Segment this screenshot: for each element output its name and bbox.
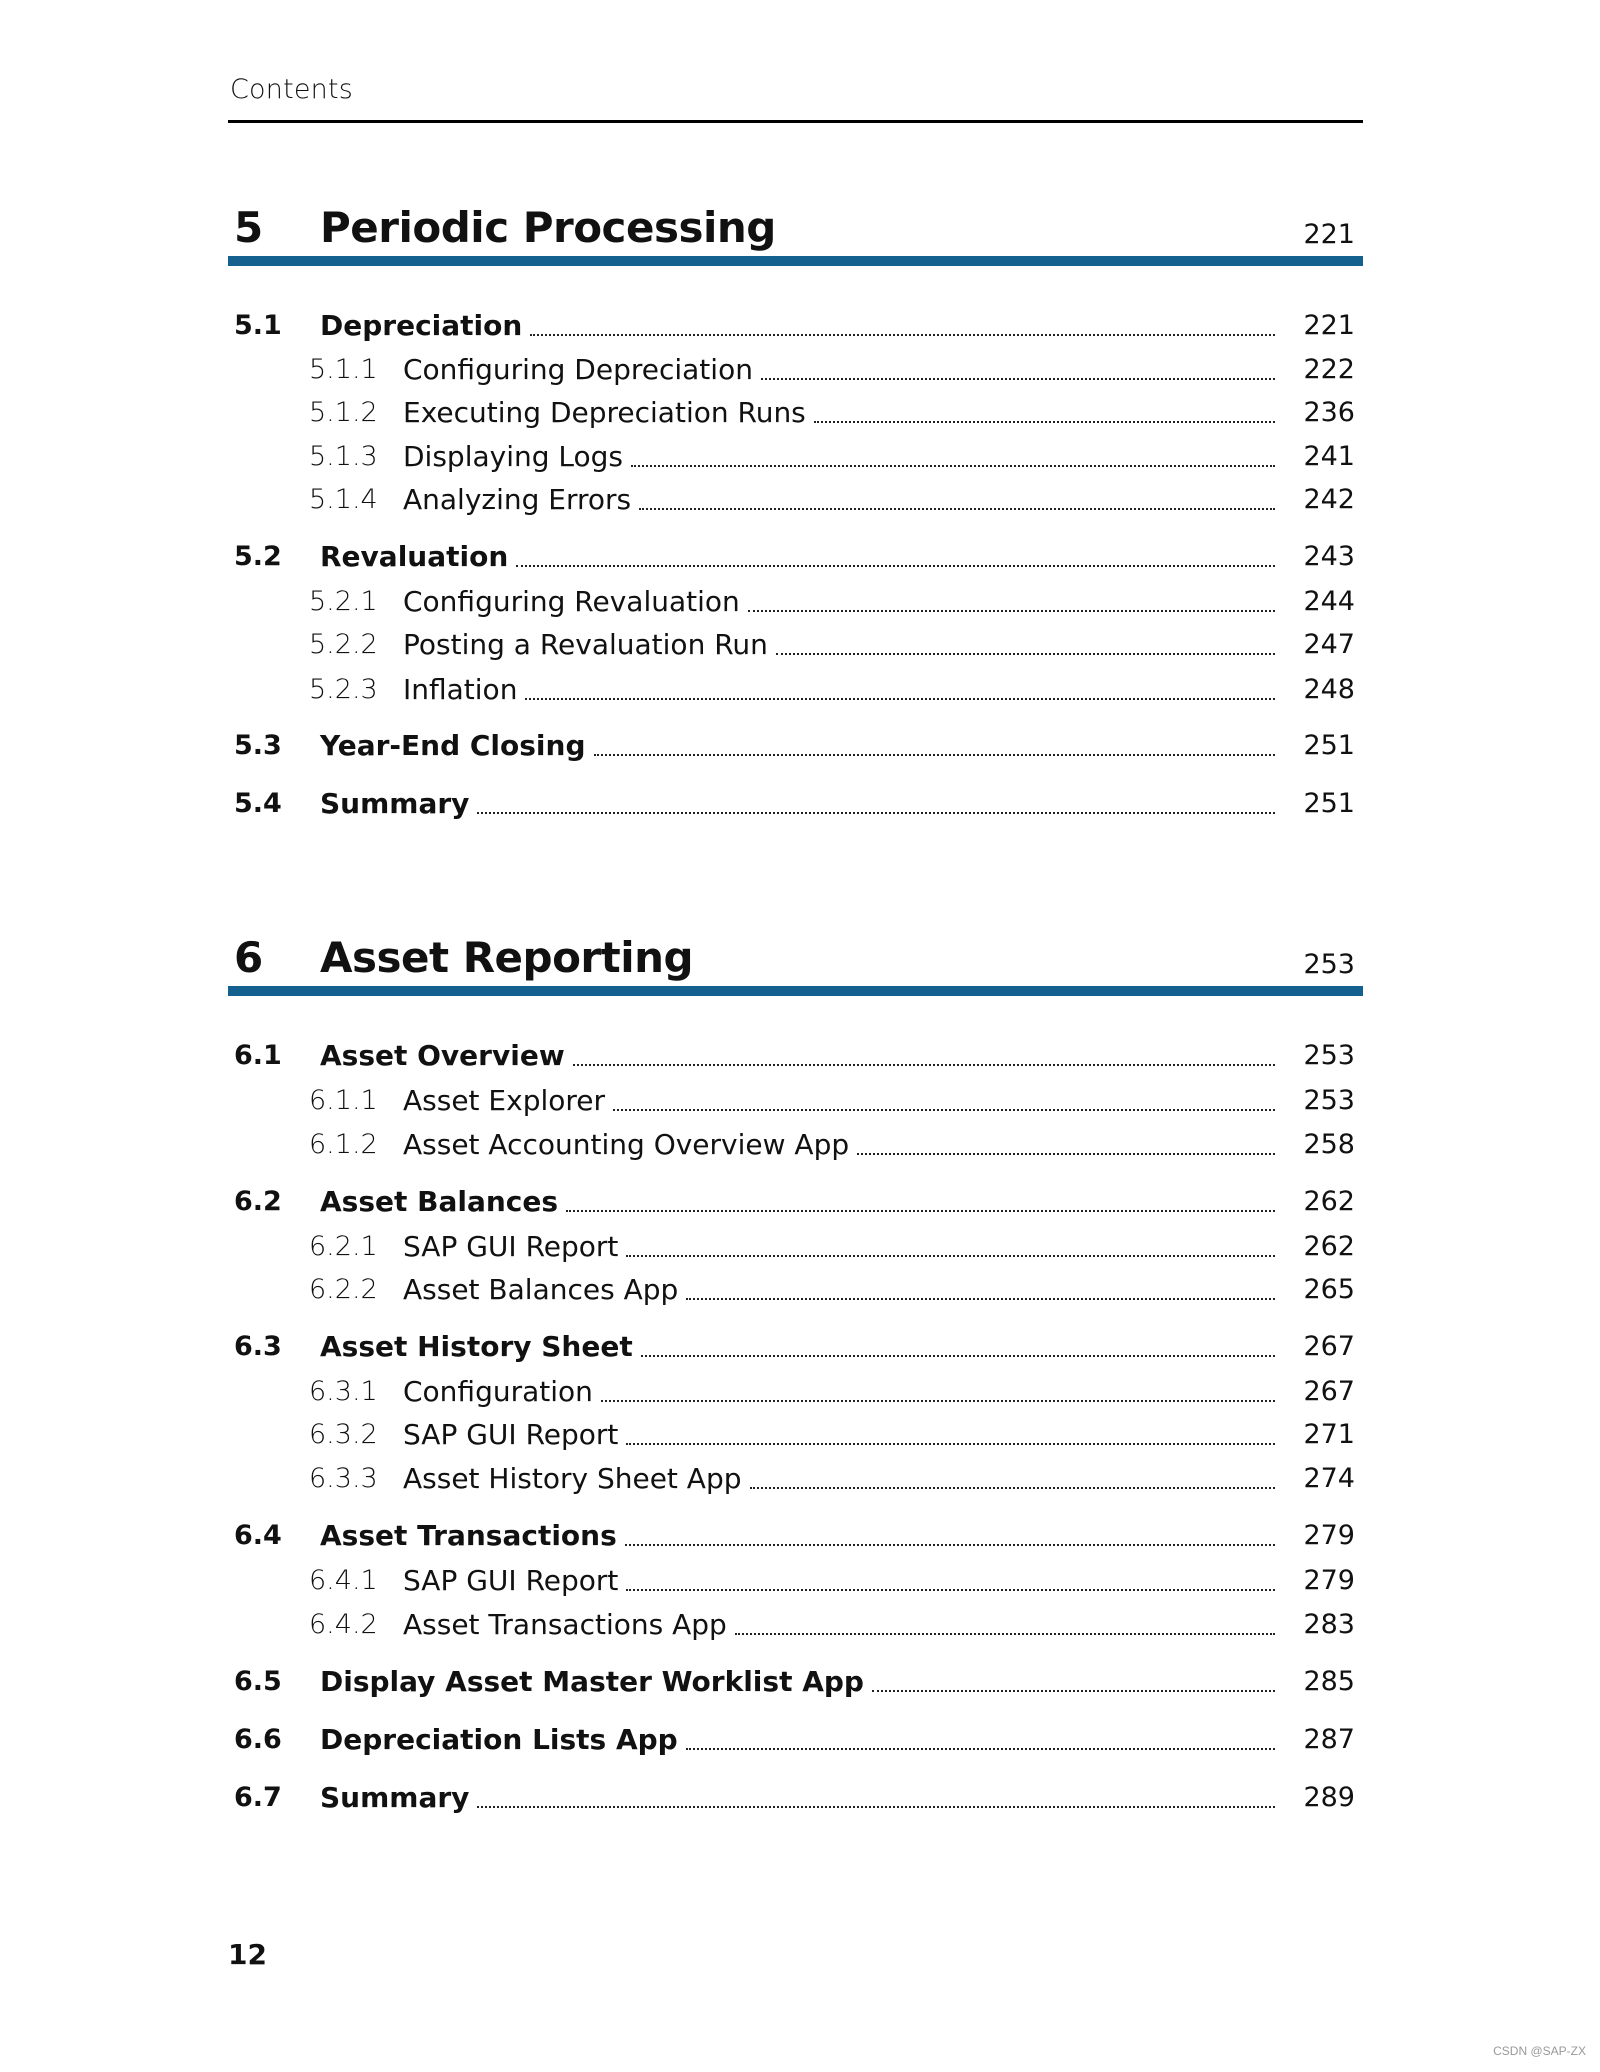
entry-page: 262 — [1303, 1186, 1355, 1217]
entry-number: 6.1.2 — [309, 1129, 378, 1160]
entry-page: 242 — [1303, 484, 1355, 515]
entry-title: Inflation — [403, 673, 518, 706]
entry-page: 243 — [1303, 541, 1355, 572]
entry-number: 6.3.2 — [309, 1419, 378, 1450]
dot-leader — [686, 1298, 1275, 1300]
toc-entry[interactable] — [228, 1125, 1363, 1165]
entry-page: 236 — [1303, 397, 1355, 428]
dot-leader — [639, 508, 1275, 510]
toc-entry[interactable] — [228, 306, 1363, 346]
dot-leader — [525, 698, 1275, 700]
toc-entry[interactable] — [228, 1081, 1363, 1121]
dot-leader — [748, 610, 1275, 612]
watermark: CSDN @SAP-ZX — [1493, 2044, 1586, 2058]
dot-leader — [626, 1255, 1275, 1257]
chapter-bar — [228, 256, 1363, 266]
entry-page: 287 — [1303, 1724, 1355, 1755]
dot-leader — [686, 1748, 1275, 1750]
entry-number: 5.1 — [234, 310, 282, 341]
toc-entry[interactable] — [228, 1227, 1363, 1267]
entry-page: 251 — [1303, 730, 1355, 761]
dot-leader — [776, 653, 1275, 655]
chapter-title: Asset Reporting — [320, 933, 694, 982]
entry-number: 6.3 — [234, 1331, 282, 1362]
entry-page: 267 — [1303, 1376, 1355, 1407]
header-rule — [228, 120, 1363, 123]
entry-title: Summary — [320, 787, 470, 820]
entry-number: 5.1.4 — [309, 484, 378, 515]
toc-entry[interactable] — [228, 350, 1363, 390]
entry-title: SAP GUI Report — [403, 1564, 619, 1597]
dot-leader — [625, 1544, 1275, 1546]
entry-number: 6.5 — [234, 1666, 282, 1697]
page-number: 12 — [228, 1938, 267, 1971]
entry-number: 5.1.3 — [309, 441, 378, 472]
entry-page: 248 — [1303, 674, 1355, 705]
entry-title: Configuration — [403, 1375, 593, 1408]
toc-entry[interactable] — [228, 1415, 1363, 1455]
entry-title: Configuring Depreciation — [403, 353, 753, 386]
entry-number: 6.1 — [234, 1040, 282, 1071]
entry-title: Asset Explorer — [403, 1084, 606, 1117]
toc-entry[interactable] — [228, 1036, 1363, 1076]
entry-number: 6.6 — [234, 1724, 282, 1755]
entry-number: 6.1.1 — [309, 1085, 378, 1116]
entry-number: 5.3 — [234, 730, 282, 761]
entry-page: 267 — [1303, 1331, 1355, 1362]
toc-entry[interactable] — [228, 726, 1363, 766]
entry-page: 279 — [1303, 1520, 1355, 1551]
entry-title: Summary — [320, 1781, 470, 1814]
entry-title: Display Asset Master Worklist App — [320, 1665, 864, 1698]
entry-number: 6.4 — [234, 1520, 282, 1551]
toc-entry[interactable] — [228, 1372, 1363, 1412]
chapter-number: 6 — [234, 933, 264, 982]
entry-page: 241 — [1303, 441, 1355, 472]
entry-page: 244 — [1303, 586, 1355, 617]
chapter-title: Periodic Processing — [320, 203, 776, 252]
entry-title: Posting a Revaluation Run — [403, 628, 768, 661]
toc-entry[interactable] — [228, 393, 1363, 433]
dot-leader — [814, 421, 1275, 423]
entry-number: 6.2.1 — [309, 1231, 378, 1262]
dot-leader — [594, 754, 1276, 756]
entry-title: Depreciation — [320, 309, 523, 342]
entry-title: Asset Balances — [320, 1185, 559, 1218]
entry-number: 5.2 — [234, 541, 282, 572]
dot-leader — [573, 1064, 1275, 1066]
toc-entry[interactable] — [228, 1516, 1363, 1556]
entry-page: 285 — [1303, 1666, 1355, 1697]
toc-entry[interactable] — [228, 480, 1363, 520]
entry-number: 5.2.1 — [309, 586, 378, 617]
toc-entry[interactable] — [228, 625, 1363, 665]
toc-entry[interactable] — [228, 537, 1363, 577]
dot-leader — [641, 1355, 1275, 1357]
entry-title: Depreciation Lists App — [320, 1723, 678, 1756]
entry-title: Asset History Sheet App — [403, 1462, 742, 1495]
toc-entry[interactable] — [228, 1459, 1363, 1499]
toc-entry[interactable] — [228, 1662, 1363, 1702]
entry-page: 289 — [1303, 1782, 1355, 1813]
entry-number: 5.2.3 — [309, 674, 378, 705]
entry-title: Revaluation — [320, 540, 509, 573]
toc-entry[interactable] — [228, 1327, 1363, 1367]
chapter-bar — [228, 986, 1363, 996]
entry-title: Configuring Revaluation — [403, 585, 740, 618]
dot-leader — [477, 812, 1275, 814]
entry-number: 5.2.2 — [309, 629, 378, 660]
entry-number: 5.4 — [234, 788, 282, 819]
dot-leader — [631, 465, 1275, 467]
chapter-number: 5 — [234, 203, 264, 252]
toc-entry[interactable] — [228, 1182, 1363, 1222]
entry-number: 5.1.2 — [309, 397, 378, 428]
entry-title: Year-End Closing — [320, 729, 586, 762]
dot-leader — [626, 1589, 1275, 1591]
entry-page: 271 — [1303, 1419, 1355, 1450]
entry-number: 5.1.1 — [309, 354, 378, 385]
entry-page: 265 — [1303, 1274, 1355, 1305]
entry-number: 6.4.1 — [309, 1565, 378, 1596]
entry-title: Asset Balances App — [403, 1273, 679, 1306]
entry-page: 253 — [1303, 1040, 1355, 1071]
entry-number: 6.3.1 — [309, 1376, 378, 1407]
toc-entry[interactable] — [228, 1561, 1363, 1601]
dot-leader — [626, 1443, 1275, 1445]
entry-title: SAP GUI Report — [403, 1230, 619, 1263]
entry-page: 283 — [1303, 1609, 1355, 1640]
toc-entry[interactable] — [228, 670, 1363, 710]
entry-page: 253 — [1303, 1085, 1355, 1116]
dot-leader — [761, 378, 1275, 380]
toc-entry[interactable] — [228, 784, 1363, 824]
toc-entry[interactable] — [228, 437, 1363, 477]
dot-leader — [735, 1633, 1275, 1635]
chapter-page: 221 — [1303, 219, 1355, 250]
entry-title: Asset Transactions App — [403, 1608, 727, 1641]
entry-page: 247 — [1303, 629, 1355, 660]
entry-title: Analyzing Errors — [403, 483, 632, 516]
entry-title: Asset Transactions — [320, 1519, 617, 1552]
dot-leader — [613, 1109, 1275, 1111]
chapter-heading[interactable] — [228, 933, 1363, 996]
running-head: Contents — [230, 74, 354, 105]
entry-number: 6.2 — [234, 1186, 282, 1217]
chapter-heading[interactable] — [228, 203, 1363, 266]
dot-leader — [477, 1806, 1275, 1808]
entry-number: 6.4.2 — [309, 1609, 378, 1640]
entry-number: 6.2.2 — [309, 1274, 378, 1305]
entry-title: Executing Depreciation Runs — [403, 396, 806, 429]
chapter-page: 253 — [1303, 949, 1355, 980]
entry-page: 221 — [1303, 310, 1355, 341]
dot-leader — [857, 1153, 1275, 1155]
dot-leader — [601, 1400, 1275, 1402]
entry-page: 262 — [1303, 1231, 1355, 1262]
toc-entry[interactable] — [228, 582, 1363, 622]
entry-title: SAP GUI Report — [403, 1418, 619, 1451]
entry-page: 258 — [1303, 1129, 1355, 1160]
entry-title: Asset Overview — [320, 1039, 565, 1072]
entry-number: 6.3.3 — [309, 1463, 378, 1494]
entry-title: Asset History Sheet — [320, 1330, 633, 1363]
entry-page: 222 — [1303, 354, 1355, 385]
entry-page: 274 — [1303, 1463, 1355, 1494]
dot-leader — [516, 565, 1275, 567]
entry-page: 251 — [1303, 788, 1355, 819]
dot-leader — [566, 1210, 1275, 1212]
toc-entry[interactable] — [228, 1270, 1363, 1310]
entry-page: 279 — [1303, 1565, 1355, 1596]
toc-entry[interactable] — [228, 1720, 1363, 1760]
dot-leader — [872, 1690, 1275, 1692]
entry-title: Displaying Logs — [403, 440, 624, 473]
dot-leader — [530, 334, 1275, 336]
toc-entry[interactable] — [228, 1605, 1363, 1645]
toc-entry[interactable] — [228, 1778, 1363, 1818]
entry-title: Asset Accounting Overview App — [403, 1128, 850, 1161]
entry-number: 6.7 — [234, 1782, 282, 1813]
dot-leader — [750, 1487, 1275, 1489]
